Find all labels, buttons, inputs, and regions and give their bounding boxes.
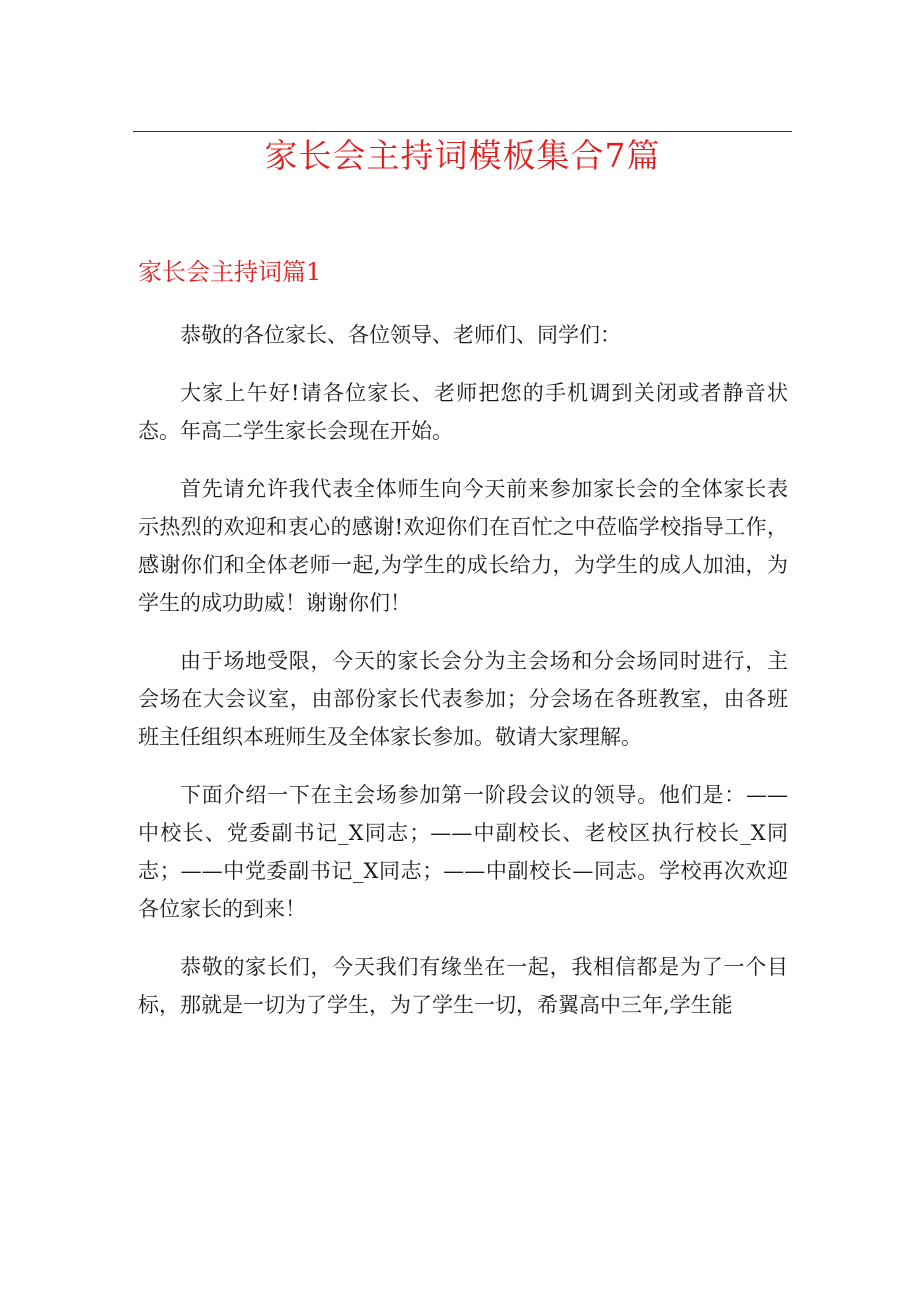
- paragraph-goal: 恭敬的家长们，今天我们有缘坐在一起，我相信都是为了一个目标，那就是一切为了学生，为了学生一切，希翼高中三年,学生能: [138, 955, 788, 1017]
- document-title: 家长会主持词模板集合7篇: [264, 136, 661, 175]
- paragraph-leaders: 下面介绍一下在主会场参加第一阶段会议的领导。他们是：——中校长、党委副书记_X同志；——中副校长、老校区执行校长_X同志；——中党委副书记_X同志；——中副校长—同志。学校再次欢迎各位家长的到来！: [138, 783, 788, 921]
- paragraph-greeting: 大家上午好!请各位家长、老师把您的手机调到关闭或者静音状态。年高二学生家长会现在开始。: [138, 381, 788, 443]
- body-text: [138, 316, 788, 1044]
- section-heading: 家长会主持词篇1: [138, 258, 322, 286]
- paragraph-venue: 由于场地受限，今天的家长会分为主会场和分会场同时进行，主会场在大会议室，由部份家长代表参加；分会场在各班教室，由各班班主任组织本班师生及全体家长参加。敬请大家理解。: [138, 649, 788, 749]
- paragraph-salutation: 恭敬的各位家长、各位领导、老师们、同学们：: [180, 323, 621, 347]
- paragraph-welcome: 首先请允许我代表全体师生向今天前来参加家长会的全体家长表示热烈的欢迎和衷心的感谢!欢迎你们在百忙之中莅临学校指导工作，感谢你们和全体老师一起,为学生的成长给力，为学生的成人加油，为学生的成功助威！谢谢你们！: [138, 477, 788, 615]
